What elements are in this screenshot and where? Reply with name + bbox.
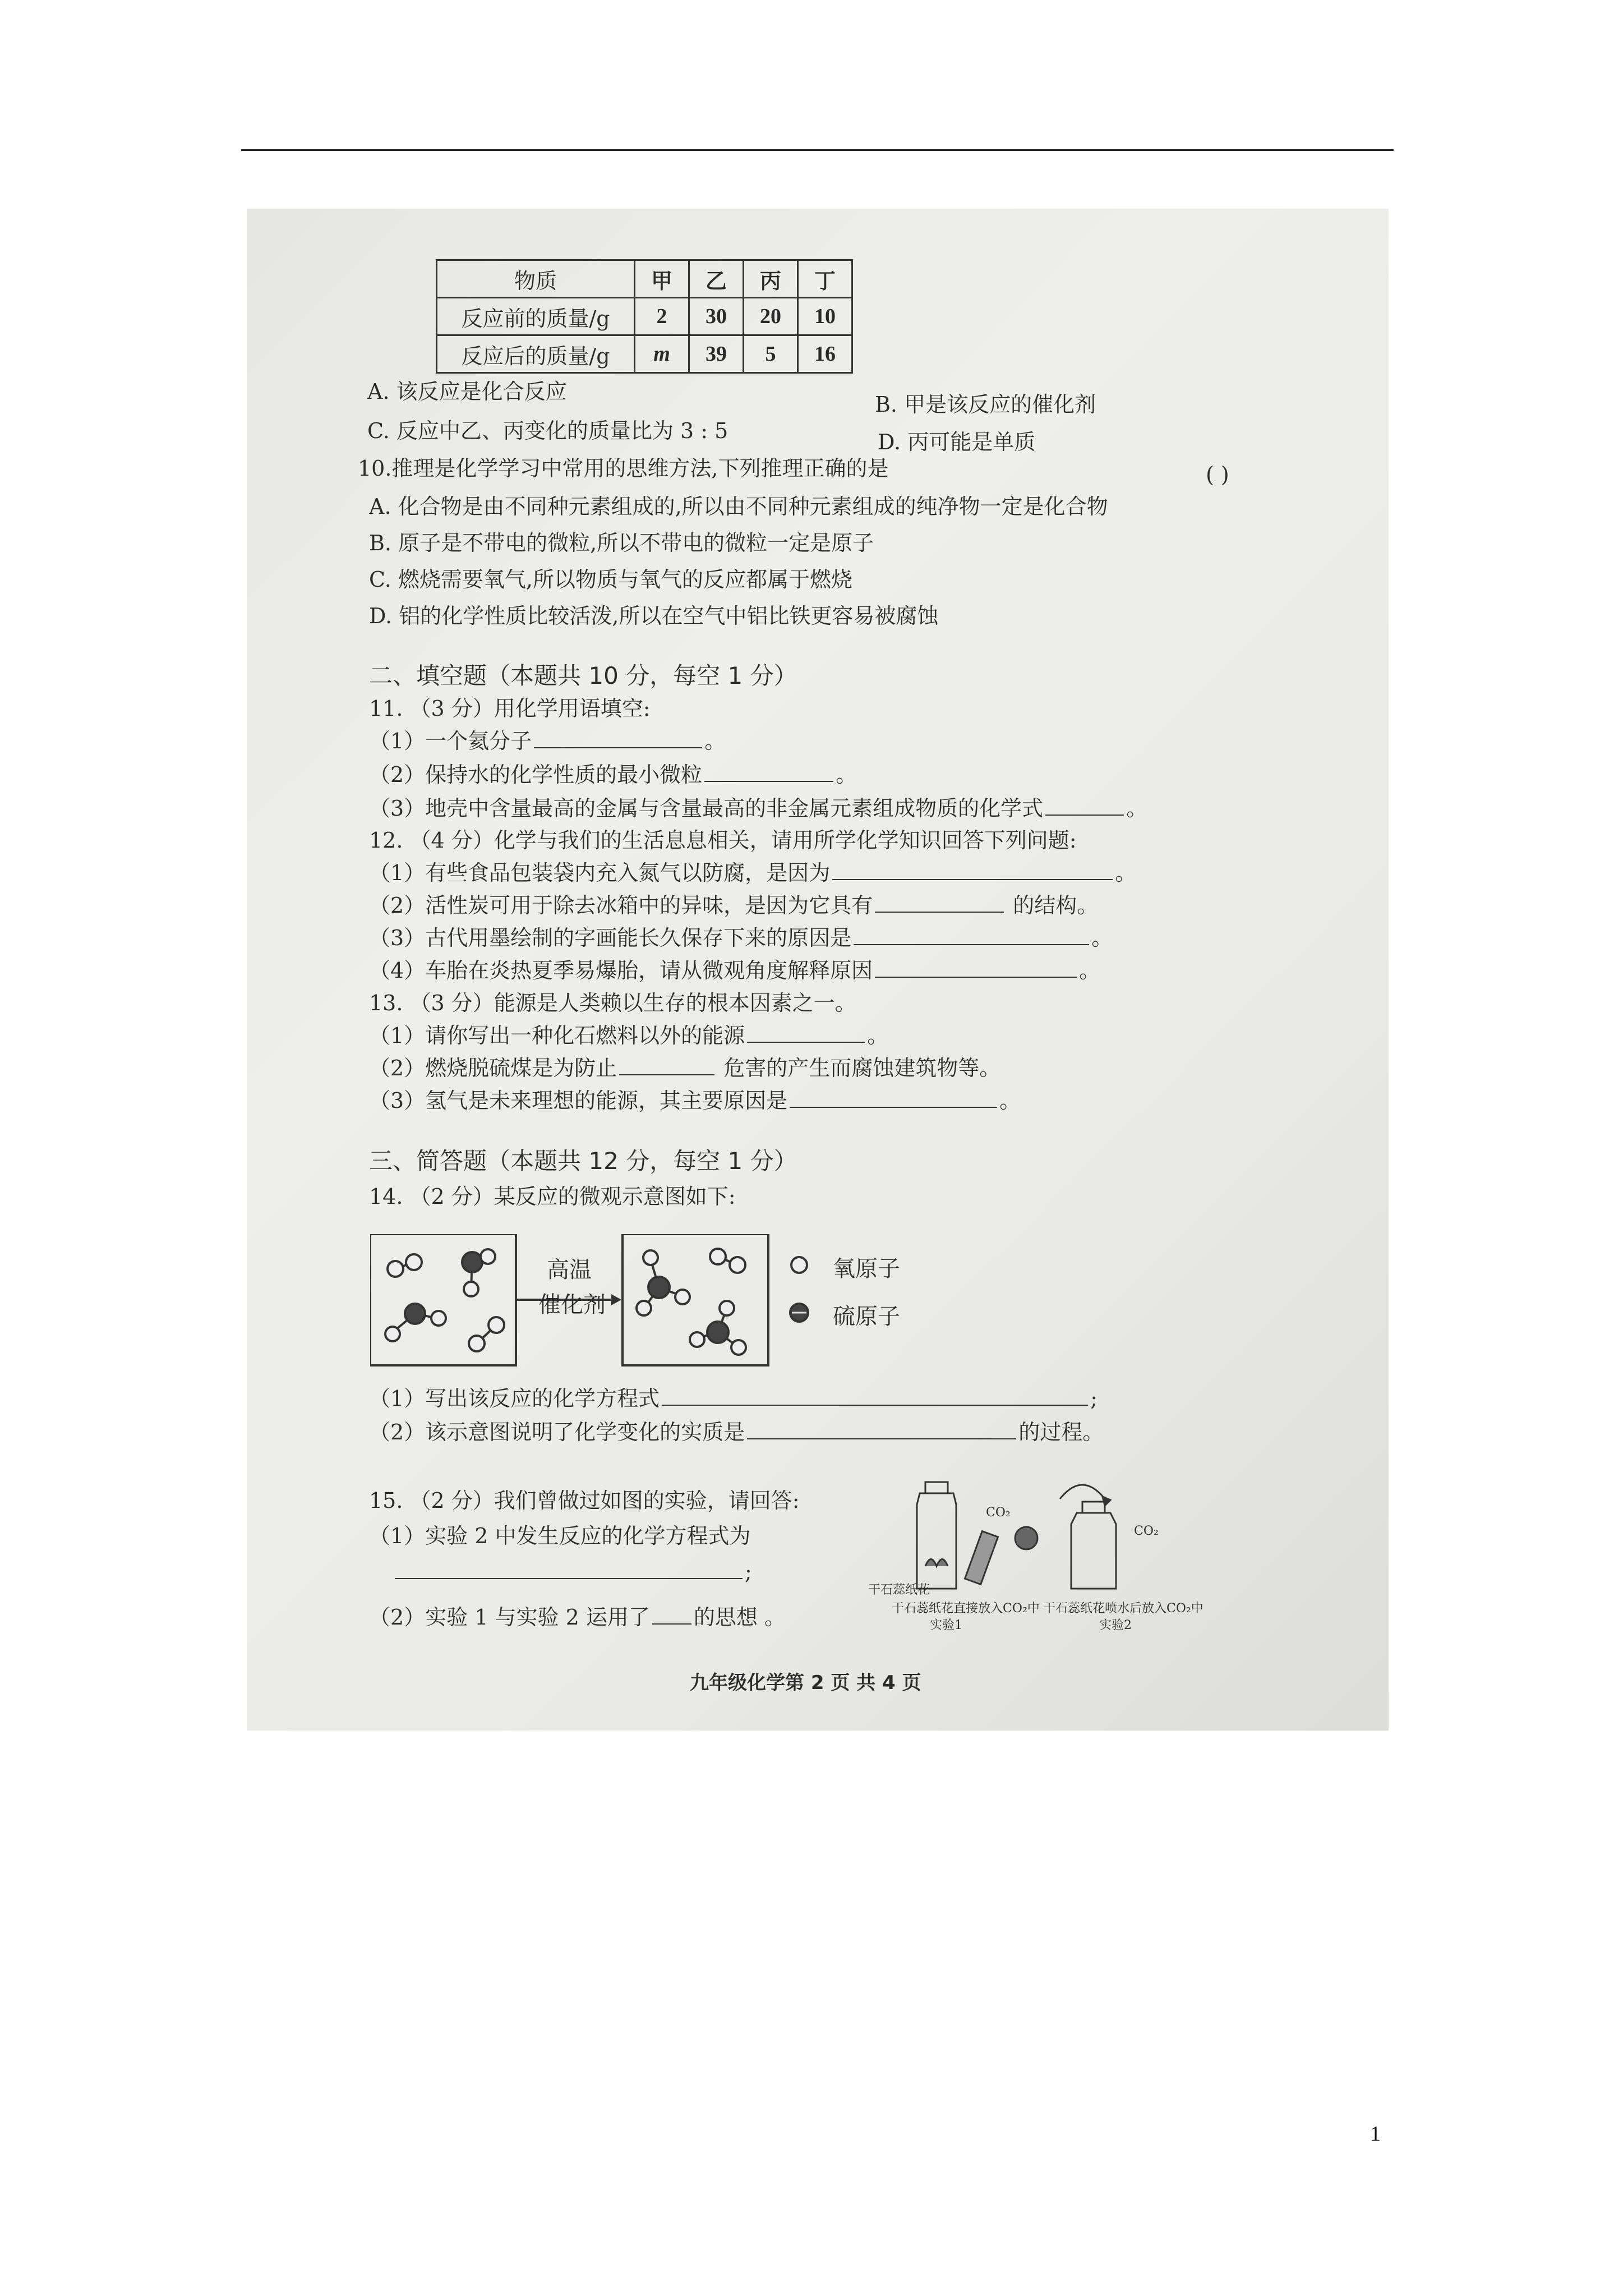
semicolon: ; <box>745 1559 752 1584</box>
table-cell: 5 <box>744 335 798 373</box>
q15-part2-text: （2）实验 1 与实验 2 运用了 <box>369 1605 650 1630</box>
q15-part1: （1）实验 2 中发生反应的化学方程式为 <box>369 1524 751 1548</box>
co2-experiment-figure <box>858 1471 1206 1656</box>
table-cell: 2 <box>635 298 689 335</box>
q10-option-a: A. 化合物是由不同种元素组成的,所以由不同种元素组成的纯净物一定是化合物 <box>369 494 1108 519</box>
caption-flower: 干石蕊纸花 <box>868 1583 930 1597</box>
q12-stem: 12. （4 分）化学与我们的生活息息相关，请用所学化学知识回答下列问题: <box>369 828 1077 853</box>
q11-stem: 11. （3 分）用化学用语填空: <box>369 696 651 721</box>
answer-blank[interactable] <box>534 727 702 748</box>
q14-part2-text: （2）该示意图说明了化学变化的实质是 <box>369 1420 745 1444</box>
answer-blank[interactable] <box>875 956 1077 978</box>
semicolon: ; <box>1090 1386 1098 1411</box>
scanned-exam-page <box>247 209 1389 1731</box>
q12-part1 <box>369 855 1136 886</box>
q12-part3-text: （3）古代用墨绘制的字画能长久保存下来的原因是 <box>369 926 852 950</box>
so2-molecule <box>462 1249 495 1296</box>
q13-stem: 13. （3 分）能源是人类赖以生存的根本因素之一。 <box>369 991 856 1015</box>
table-header-cell: 乙 <box>689 260 744 298</box>
q14-part2 <box>369 1415 1104 1446</box>
q10-answer-paren: ( ) <box>1206 462 1229 487</box>
table-cell: m <box>635 335 689 373</box>
q14-part1 <box>369 1381 1098 1412</box>
table-cell: 39 <box>689 335 744 373</box>
q12-part4 <box>369 953 1100 984</box>
table-header-cell: 丁 <box>798 260 852 298</box>
q15-part1-line <box>393 1558 752 1584</box>
q9-option-a: A. 该反应是化合反应 <box>367 379 567 404</box>
period: 。 <box>1079 958 1101 983</box>
section3-title: 三、简答题（本题共 12 分，每空 1 分） <box>369 1147 797 1175</box>
header-rule <box>241 149 1394 151</box>
q12-part1-text: （1）有些食品包装袋内充入氮气以防腐，是因为 <box>369 861 831 885</box>
period: 。 <box>1091 926 1113 950</box>
table-row <box>437 335 852 373</box>
page-number: 1 <box>1370 2122 1381 2146</box>
jar2-label: CO₂ <box>1134 1524 1159 1538</box>
table-cell: 30 <box>689 298 744 335</box>
section2-title: 二、填空题（本题共 10 分，每空 1 分） <box>369 662 797 689</box>
legend-oxygen-label: 氧原子 <box>833 1256 900 1282</box>
jar1-label: CO₂ <box>986 1506 1011 1520</box>
q11-part1 <box>369 724 726 754</box>
answer-blank[interactable] <box>1045 794 1124 816</box>
answer-blank[interactable] <box>747 1022 865 1043</box>
q13-part2-text: （2）燃烧脱硫煤是为防止 <box>369 1056 617 1080</box>
q15-stem: 15. （2 分）我们曾做过如图的实验，请回答: <box>369 1488 800 1513</box>
q12-part3 <box>369 921 1113 951</box>
oxygen-atom-icon <box>791 1257 807 1273</box>
reaction-diagram <box>370 1234 1043 1402</box>
table-cell: 16 <box>798 335 852 373</box>
table-header-cell: 丙 <box>744 260 798 298</box>
caption-experiment2: 实验2 <box>1099 1618 1132 1632</box>
q9-option-d: D. 丙可能是单质 <box>878 430 1036 454</box>
q10-stem: 10.推理是化学学习中常用的思维方法,下列推理正确的是 <box>358 456 889 481</box>
table-cell: 20 <box>744 298 798 335</box>
answer-blank[interactable] <box>662 1384 1088 1406</box>
q9-option-b: B. 甲是该反应的催化剂 <box>875 392 1096 417</box>
o2-molecule <box>388 1254 422 1277</box>
jar-experiment-1 <box>917 1482 956 1589</box>
jar-experiment-2 <box>1060 1485 1116 1589</box>
answer-blank[interactable] <box>652 1603 691 1625</box>
answer-blank[interactable] <box>395 1558 743 1579</box>
answer-blank[interactable] <box>875 891 1004 913</box>
so2-molecule <box>385 1304 446 1341</box>
q14-part1-text: （1）写出该反应的化学方程式 <box>369 1386 660 1411</box>
answer-blank[interactable] <box>790 1087 997 1108</box>
period: 。 <box>836 762 857 787</box>
q10-option-b: B. 原子是不带电的微粒,所以不带电的微粒一定是原子 <box>369 531 874 555</box>
table-header-cell: 甲 <box>635 260 689 298</box>
q13-part1-text: （1）请你写出一种化石燃料以外的能源 <box>369 1023 745 1048</box>
period: 。 <box>1115 861 1137 885</box>
q10-option-c: C. 燃烧需要氧气,所以物质与氧气的反应都属于燃烧 <box>369 567 852 592</box>
answer-blank[interactable] <box>619 1054 714 1075</box>
table-row <box>437 298 852 335</box>
page-footer: 九年级化学第 2 页 共 4 页 <box>690 1672 921 1694</box>
q12-part4-text: （4）车胎在炎热夏季易爆胎，请从微观角度解释原因 <box>369 958 873 983</box>
mass-table <box>436 259 853 374</box>
q14-part2-tail: 的过程。 <box>1018 1420 1104 1444</box>
q11-part1-text: （1）一个氦分子 <box>369 729 532 753</box>
table-header-row <box>437 260 852 298</box>
q12-part2 <box>369 888 1098 919</box>
o2-molecule <box>469 1317 504 1351</box>
q13-part2-tail: 危害的产生而腐蚀建筑物等。 <box>723 1056 1001 1080</box>
flower-sprayer <box>965 1527 1038 1584</box>
answer-blank[interactable] <box>704 761 833 782</box>
answer-blank[interactable] <box>747 1418 1016 1439</box>
q13-part3 <box>369 1083 1021 1114</box>
caption-experiment1-desc: 干石蕊纸花直接放入CO₂中 <box>892 1602 1040 1616</box>
q13-part3-text: （3）氢气是未来理想的能源，其主要原因是 <box>369 1088 788 1113</box>
table-header-cell: 物质 <box>437 260 635 298</box>
answer-blank[interactable] <box>832 859 1113 880</box>
period: 。 <box>867 1023 889 1048</box>
q14-stem: 14. （2 分）某反应的微观示意图如下: <box>369 1184 736 1209</box>
q9-option-c: C. 反应中乙、丙变化的质量比为 3 : 5 <box>367 418 728 443</box>
arrow-head <box>611 1294 621 1305</box>
q13-part2 <box>369 1051 1000 1082</box>
q13-part1 <box>369 1018 888 1049</box>
q15-part2 <box>369 1600 786 1631</box>
q12-part2-text: （2）活性炭可用于除去冰箱中的异味，是因为它具有 <box>369 893 873 918</box>
so3-molecule <box>637 1250 690 1315</box>
table-cell: 10 <box>798 298 852 335</box>
q10-option-d: D. 铝的化学性质比较活泼,所以在空气中铝比铁更容易被腐蚀 <box>369 604 939 628</box>
table-row-label: 反应后的质量/g <box>437 335 635 373</box>
o2-molecule <box>710 1249 745 1273</box>
caption-experiment1: 实验1 <box>930 1618 962 1632</box>
condition-bottom: 催化剂 <box>538 1292 606 1318</box>
period: 。 <box>704 729 726 753</box>
period: 。 <box>1126 796 1148 821</box>
table-row-label: 反应前的质量/g <box>437 298 635 335</box>
so3-molecule <box>690 1301 746 1355</box>
q11-part2 <box>369 757 857 788</box>
q12-part2-tail: 的结构。 <box>1013 893 1099 918</box>
legend-sulfur-label: 硫原子 <box>833 1304 900 1329</box>
q11-part3-text: （3）地壳中含量最高的金属与含量最高的非金属元素组成物质的化学式 <box>369 796 1044 821</box>
caption-experiment2-desc: 干石蕊纸花喷水后放入CO₂中 <box>1043 1602 1204 1616</box>
q11-part2-text: （2）保持水的化学性质的最小微粒 <box>369 762 703 787</box>
condition-top: 高温 <box>547 1257 592 1283</box>
period: 。 <box>999 1088 1021 1113</box>
answer-blank[interactable] <box>854 924 1089 945</box>
q11-part3 <box>369 791 1147 822</box>
q15-part2-tail: 的思想 。 <box>693 1605 786 1630</box>
